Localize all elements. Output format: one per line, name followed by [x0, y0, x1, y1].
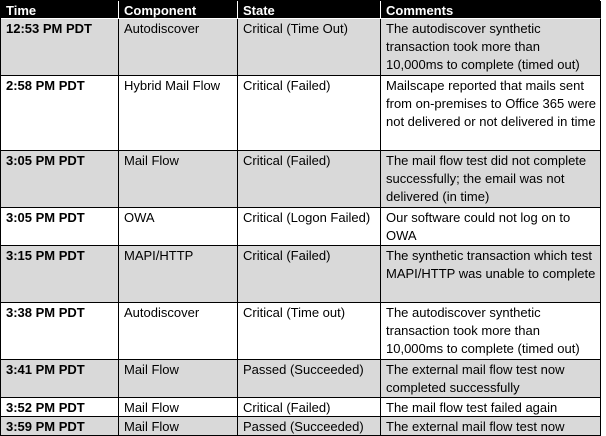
table-row [1, 151, 600, 208]
cell-time: 3:15 PM PDT [1, 246, 119, 303]
cell-state: Critical (Failed) [238, 398, 381, 417]
table-row [1, 398, 600, 417]
cell-comments: The synthetic transaction which test MAPI/HTTP was unable to complete [381, 246, 601, 303]
table-row [1, 246, 600, 303]
cell-state: Critical (Failed) [238, 246, 381, 303]
cell-component: Autodiscover [119, 19, 238, 76]
cell-time: 3:05 PM PDT [1, 151, 119, 208]
table-row [1, 208, 600, 246]
table-row [1, 303, 600, 360]
cell-state: Critical (Failed) [238, 151, 381, 208]
cell-comments: The external mail flow test now [381, 417, 601, 436]
cell-state: Passed (Succeeded) [238, 360, 381, 398]
header-state: State [238, 1, 381, 19]
cell-component: Mail Flow [119, 417, 238, 436]
table-row [1, 417, 600, 436]
cell-comments: Mailscape reported that mails sent from on-premises to Office 365 were not delivered or not delivered in time [381, 76, 601, 151]
header-time: Time [1, 1, 119, 19]
cell-time: 3:52 PM PDT [1, 398, 119, 417]
cell-component: Hybrid Mail Flow [119, 76, 238, 151]
cell-state: Critical (Failed) [238, 76, 381, 151]
cell-time: 3:05 PM PDT [1, 208, 119, 246]
cell-comments: The autodiscover synthetic transaction took more than 10,000ms to complete (timed out) [381, 303, 601, 360]
cell-component: MAPI/HTTP [119, 246, 238, 303]
cell-comments: The external mail flow test now completed successfully [381, 360, 601, 398]
header-comments: Comments [381, 1, 601, 19]
cell-state: Passed (Succeeded) [238, 417, 381, 436]
cell-component: OWA [119, 208, 238, 246]
cell-state: Critical (Time Out) [238, 19, 381, 76]
cell-comments: The autodiscover synthetic transaction took more than 10,000ms to complete (timed out) [381, 19, 601, 76]
table-header-row [1, 1, 600, 19]
cell-state: Critical (Logon Failed) [238, 208, 381, 246]
cell-time: 12:53 PM PDT [1, 19, 119, 76]
cell-component: Mail Flow [119, 398, 238, 417]
cell-time: 3:59 PM PDT [1, 417, 119, 436]
cell-component: Mail Flow [119, 151, 238, 208]
cell-component: Autodiscover [119, 303, 238, 360]
cell-time: 3:38 PM PDT [1, 303, 119, 360]
table-row [1, 76, 600, 151]
cell-time: 2:58 PM PDT [1, 76, 119, 151]
header-component: Component [119, 1, 238, 19]
cell-comments: Our software could not log on to OWA [381, 208, 601, 246]
cell-comments: The mail flow test failed again [381, 398, 601, 417]
cell-time: 3:41 PM PDT [1, 360, 119, 398]
table-row [1, 360, 600, 398]
cell-state: Critical (Time out) [238, 303, 381, 360]
cell-component: Mail Flow [119, 360, 238, 398]
cell-comments: The mail flow test did not complete successfully; the email was not delivered (in time) [381, 151, 601, 208]
table-row [1, 19, 600, 76]
